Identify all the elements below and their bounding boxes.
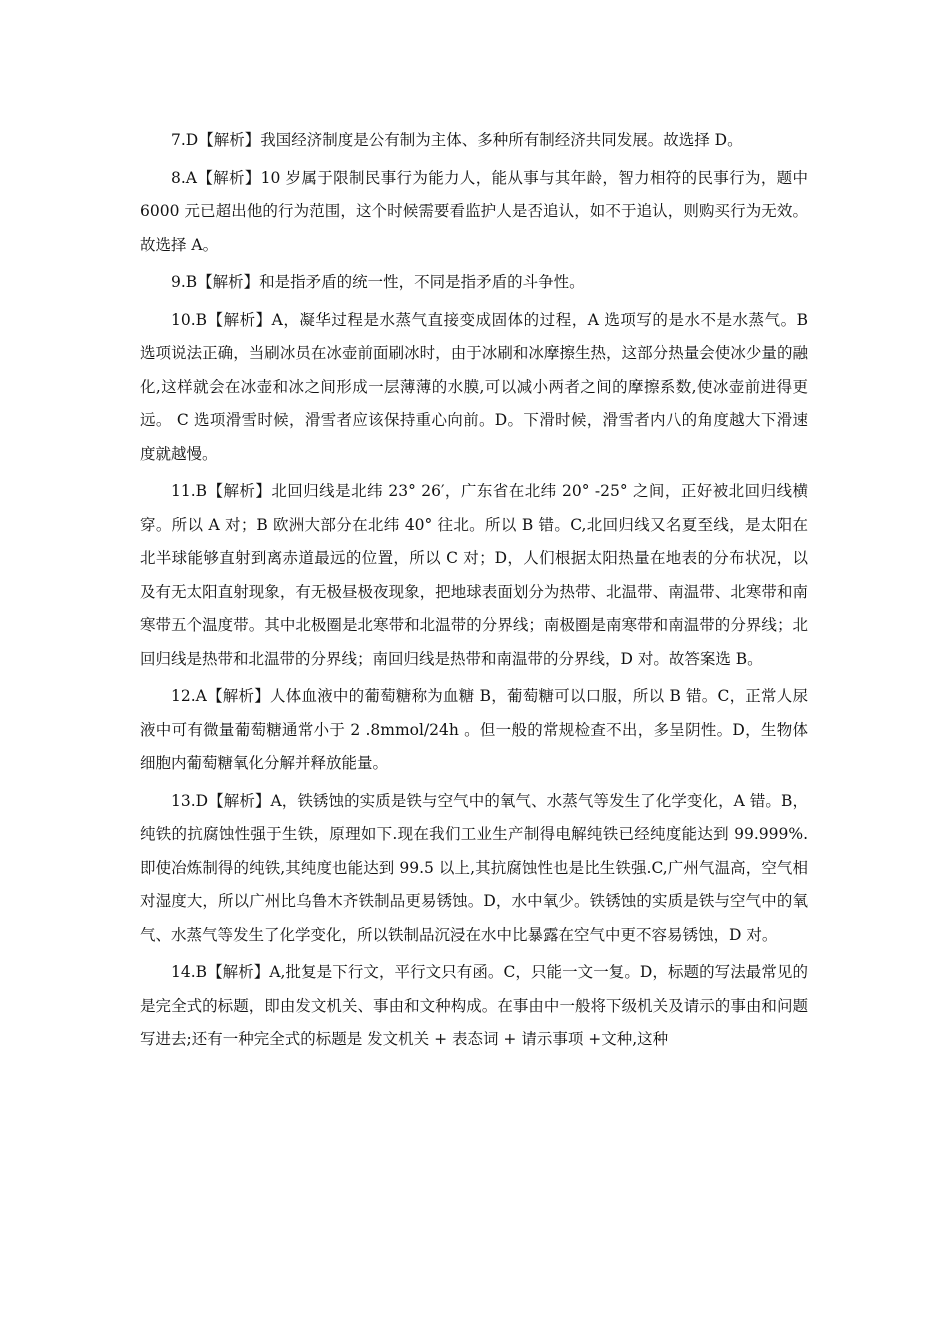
explanation-7: 7.D【解析】我国经济制度是公有制为主体、多种所有制经济共同发展。故选择 D。 bbox=[171, 131, 743, 149]
explanation-9: 9.B【解析】和是指矛盾的统一性，不同是指矛盾的斗争性。 bbox=[171, 273, 585, 291]
explanation-8: 8.A【解析】10 岁属于限制民事行为能力人，能从事与其年龄，智力相符的民事行为，题中 6000 元已超出他的行为范围，这个时候需要看监护人是否追认，如不于追认，则购买行为无效。故选择 A。 bbox=[140, 168, 808, 254]
explanation-10: 10.B【解析】A，凝华过程是水蒸气直接变成固体的过程，A 选项写的是水不是水蒸气。B 选项说法正确，当刷冰员在冰壶前面刷冰时，由于冰刷和冰摩擦生热，这部分热量会使冰少量的融化,这样就会在冰壶和冰之间形成一层薄薄的水膜,可以减小两者之间的摩擦系数,使冰壶前进得更远。 C 选项滑雪时候，滑雪者应该保持重心向前。D。下滑时候，滑雪者内八的角度越大下滑速度就越慢。 bbox=[140, 310, 808, 463]
explanation-11: 11.B【解析】北回归线是北纬 23° 26′，广东省在北纬 20° -25° 之间，正好被北回归线横穿。所以 A 对；B 欧洲大部分在北纬 40° 往北。所以 B 错。C,北回归线又名夏至线，是太阳在北半球能够直射到离赤道最远的位置，所以 C 对；D，人们根据太阳热量在地表的分布状况，以及有无太阳直射现象，有无极昼极夜现象，把地球表面划分为热带、北温带、南温带、北寒带和南寒带五个温度带。其中北极圈是北寒带和北温带的分界线；南极圈是南寒带和南温带的分界线；北回归线是热带和北温带的分界线；南回归线是热带和南温带的分界线，D 对。故答案选 B。 bbox=[140, 482, 808, 668]
answer-explanations bbox=[140, 124, 808, 1061]
explanation-12: 12.A【解析】人体血液中的葡萄糖称为血糖 B，葡萄糖可以口服，所以 B 错。C，正常人尿液中可有微量葡萄糖通常小于 2 .8mmol/24h 。但一般的常规检查不出，多呈阴性。D，生物体细胞内葡萄糖氧化分解并释放能量。 bbox=[140, 687, 808, 772]
explanation-14: 14.B【解析】A,批复是下行文，平行文只有函。C，只能一文一复。D，标题的写法最常见的是完全式的标题，即由发文机关、事由和文种构成。在事由中一般将下级机关及请示的事由和问题写进去;还有一种完全式的标题是 发文机关 + 表态词 + 请示事项 +文种,这种 bbox=[140, 963, 808, 1048]
explanation-13: 13.D【解析】A，铁锈蚀的实质是铁与空气中的氧气、水蒸气等发生了化学变化，A 错。B，纯铁的抗腐蚀性强于生铁，原理如下.现在我们工业生产制得电解纯铁已经纯度能达到 99.999%.即使冶炼制得的纯铁,其纯度也能达到 99.5 以上,其抗腐蚀性也是比生铁强.C,广州气温高，空气相对湿度大，所以广州比乌鲁木齐铁制品更易锈蚀。D，水中氧少。铁锈蚀的实质是铁与空气中的氧气、水蒸气等发生了化学变化，所以铁制品沉浸在水中比暴露在空气中更不容易锈蚀，D 对。 bbox=[140, 791, 808, 944]
